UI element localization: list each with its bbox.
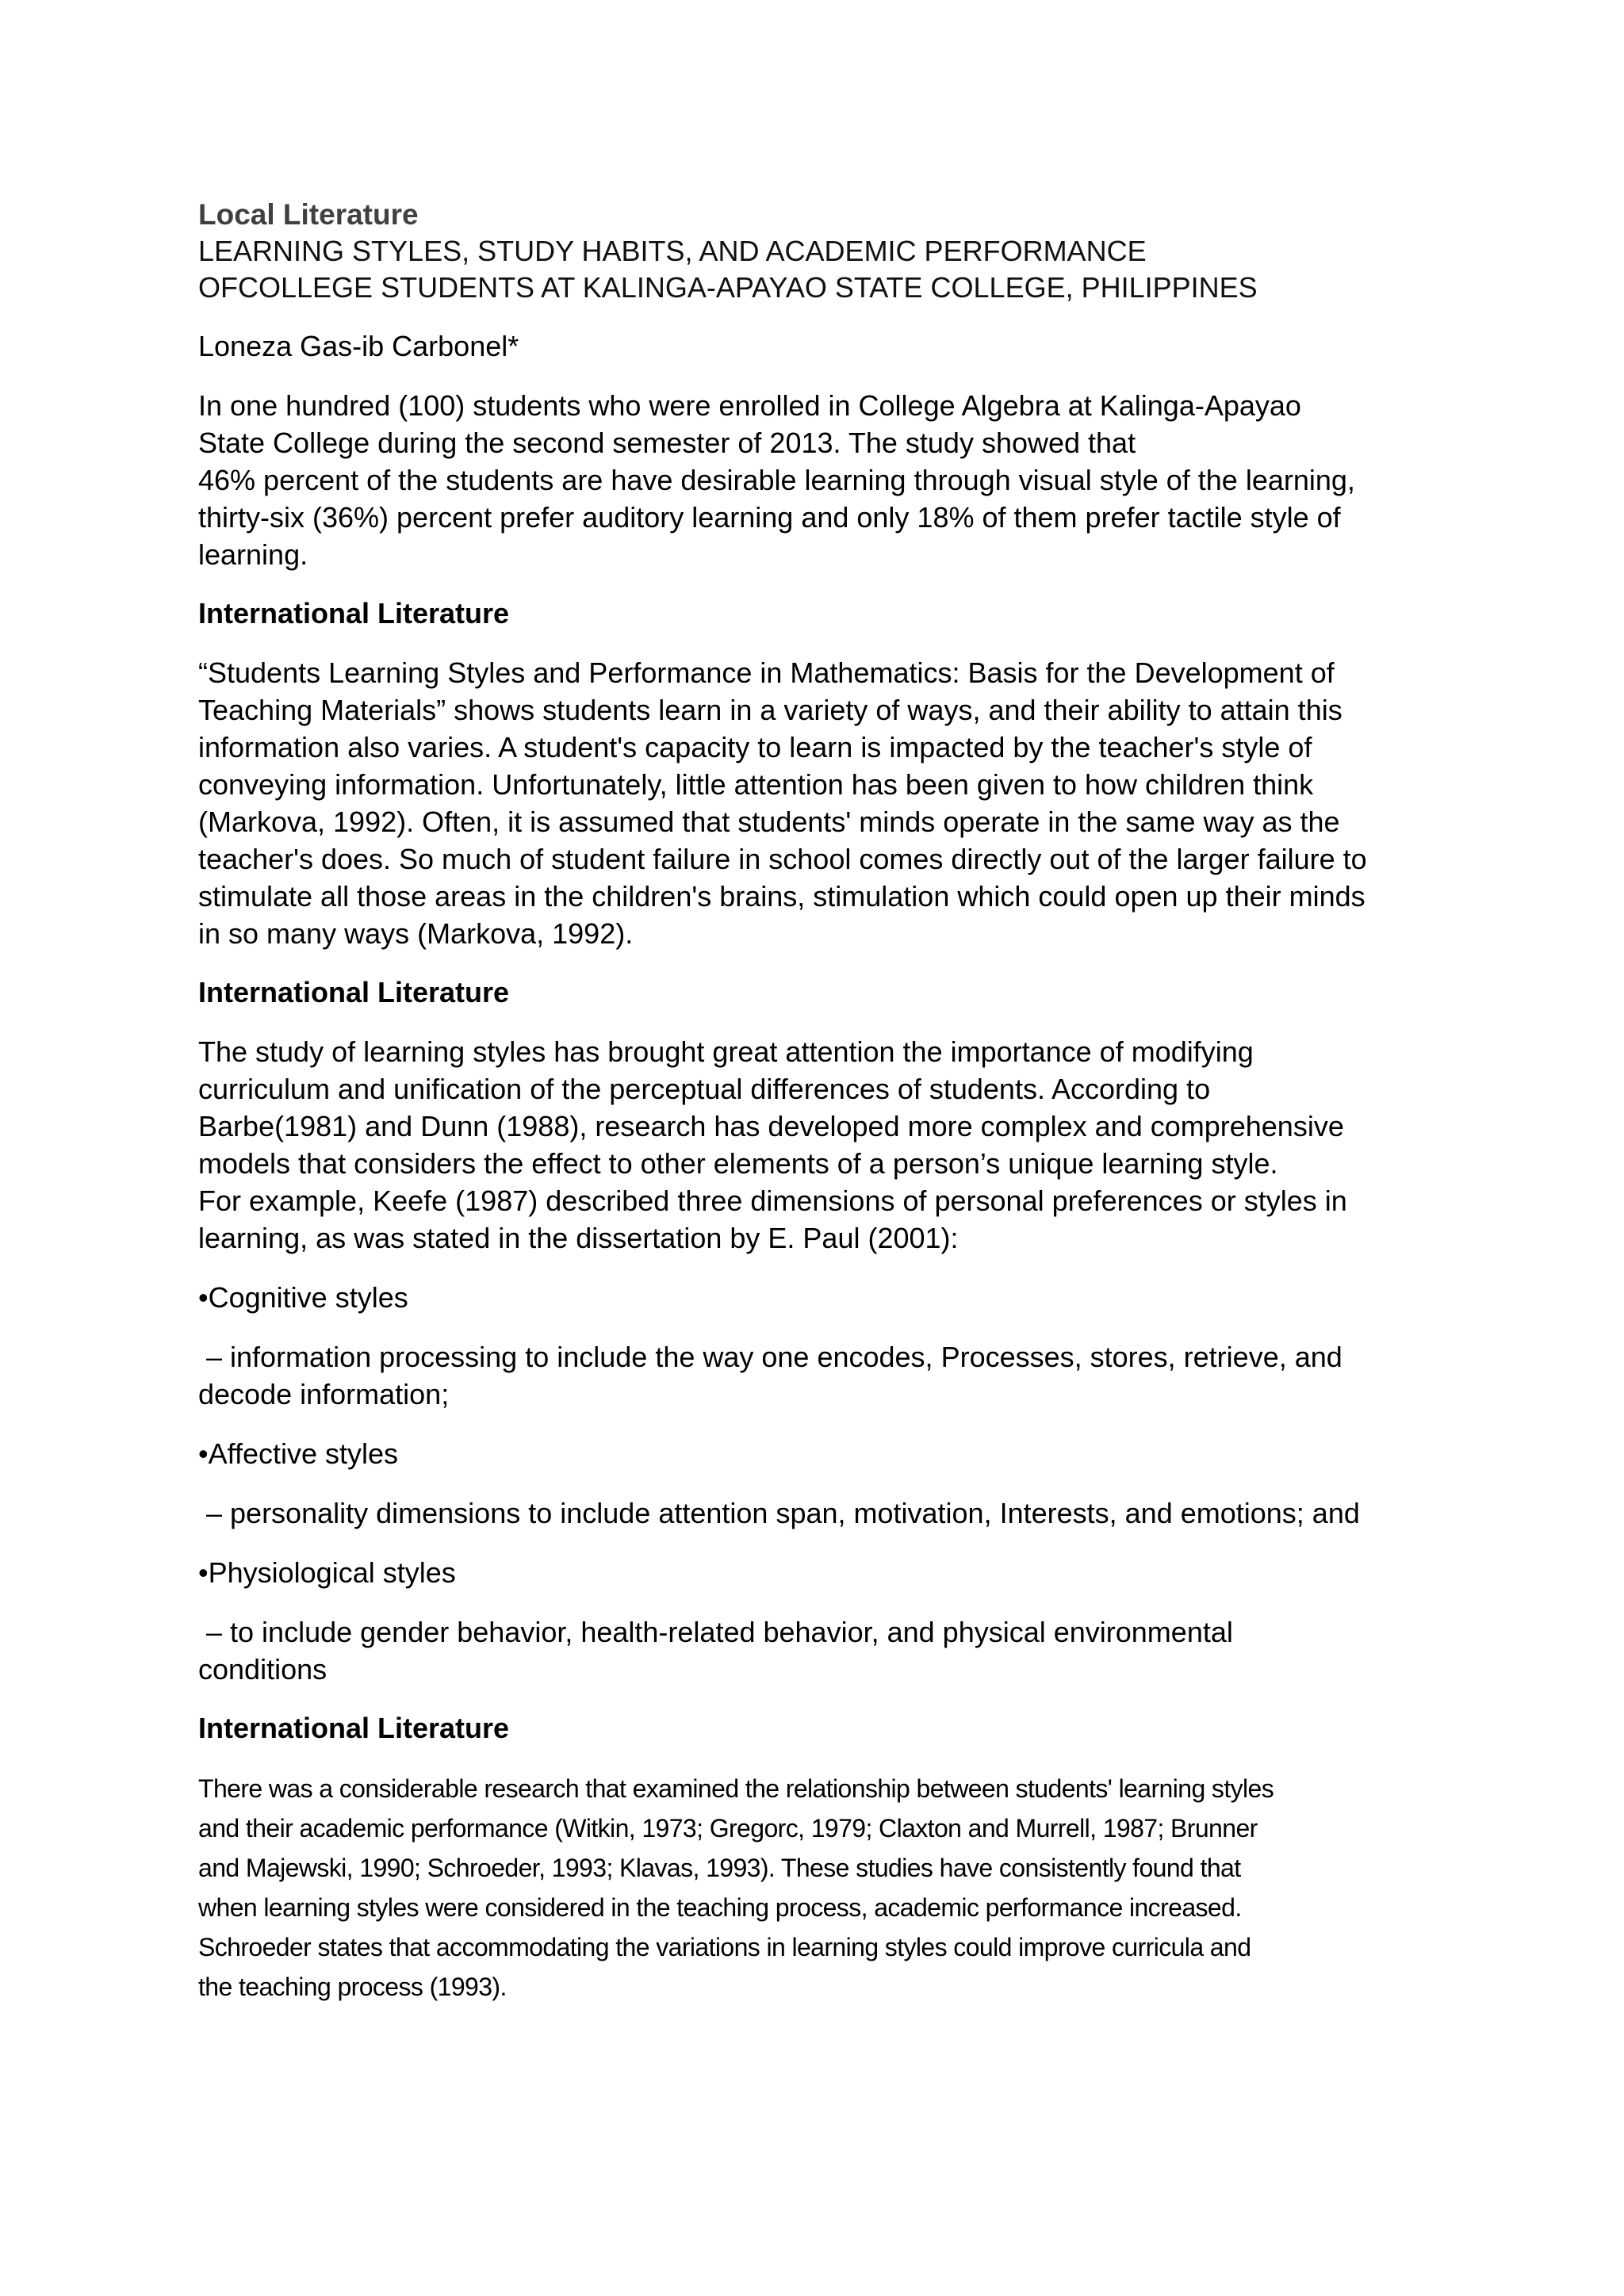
paragraph-line: Barbe(1981) and Dunn (1988), research has developed more complex and comprehensive xyxy=(198,1110,1344,1142)
paragraph-line: and their academic performance (Witkin, 1973; Gregorc, 1979; Claxton and Murrell, 1987; Brunner xyxy=(198,1814,1258,1843)
paragraph-line: thirty-six (36%) percent prefer auditory learning and only 18% of them prefer tactile style of xyxy=(198,501,1341,534)
style-physiological-description xyxy=(198,1613,1451,1688)
description-line: – information processing to include the way one encodes, Processes, stores, retrieve, and xyxy=(198,1341,1342,1373)
paragraph-line: when learning styles were considered in the teaching process, academic performance increased. xyxy=(198,1893,1242,1922)
paragraph-line: (Markova, 1992). Often, it is assumed that students' minds operate in the same way as the xyxy=(198,806,1340,838)
international-paragraph-1 xyxy=(198,654,1451,952)
international-literature-heading-1: International Literature xyxy=(198,597,510,629)
description-line: – to include gender behavior, health-related behavior, and physical environmental xyxy=(198,1616,1233,1648)
style-cognitive-description xyxy=(198,1338,1451,1413)
description-line: – personality dimensions to include attention span, motivation, Interests, and emotions; and xyxy=(198,1497,1360,1529)
paragraph-line: in so many ways (Markova, 1992). xyxy=(198,917,634,950)
paragraph-line: the teaching process (1993). xyxy=(198,1973,507,2001)
paragraph-line: State College during the second semester of 2013. The study showed that xyxy=(198,427,1136,459)
paragraph-line: models that considers the effect to other elements of a person’s unique learning style. xyxy=(198,1147,1278,1180)
paragraph-line: and Majewski, 1990; Schroeder, 1993; Klavas, 1993). These studies have consistently found that xyxy=(198,1854,1241,1882)
description-line: decode information; xyxy=(198,1378,450,1410)
author-name: Loneza Gas-ib Carbonel* xyxy=(198,330,519,362)
style-affective-name: •Affective styles xyxy=(198,1437,399,1470)
paragraph-line: teacher's does. So much of student failure in school comes directly out of the larger failure to xyxy=(198,843,1367,875)
paragraph-line: curriculum and unification of the perceptual differences of students. According to xyxy=(198,1073,1211,1105)
paragraph-line: The study of learning styles has brought great attention the importance of modifying xyxy=(198,1035,1254,1068)
paragraph-line: There was a considerable research that examined the relationship between students' learning styles xyxy=(198,1774,1274,1803)
study-title-line-2: OFCOLLEGE STUDENTS AT KALINGA-APAYAO STATE COLLEGE, PHILIPPINES xyxy=(198,271,1258,304)
paragraph-line: learning. xyxy=(198,538,308,571)
style-affective-description xyxy=(198,1494,1451,1532)
international-literature-heading-3: International Literature xyxy=(198,1712,510,1744)
document-page xyxy=(198,197,1451,2007)
paragraph-line: 46% percent of the students are have desirable learning through visual style of the learning, xyxy=(198,464,1355,496)
paragraph-line: information also varies. A student's capacity to learn is impacted by the teacher's style of xyxy=(198,731,1312,763)
style-physiological-name: •Physiological styles xyxy=(198,1556,456,1589)
paragraph-line: Schroeder states that accommodating the variations in learning styles could improve curricula and xyxy=(198,1933,1251,1961)
style-cognitive-name: •Cognitive styles xyxy=(198,1281,408,1314)
international-paragraph-3 xyxy=(198,1769,1451,2007)
international-literature-heading-2: International Literature xyxy=(198,976,510,1008)
paragraph-line: For example, Keefe (1987) described three dimensions of personal preferences or styles in xyxy=(198,1184,1347,1217)
international-paragraph-2 xyxy=(198,1033,1451,1257)
paragraph-line: Teaching Materials” shows students learn in a variety of ways, and their ability to attain this xyxy=(198,694,1342,726)
local-literature-heading: Local Literature xyxy=(198,198,419,231)
paragraph-line: learning, as was stated in the dissertation by E. Paul (2001): xyxy=(198,1222,959,1254)
study-title-line-1: LEARNING STYLES, STUDY HABITS, AND ACADEMIC PERFORMANCE xyxy=(198,235,1147,267)
paragraph-line: stimulate all those areas in the children's brains, stimulation which could open up their minds xyxy=(198,880,1365,913)
paragraph-line: “Students Learning Styles and Performance in Mathematics: Basis for the Development of xyxy=(198,656,1335,689)
description-line: conditions xyxy=(198,1653,327,1686)
paragraph-line: conveying information. Unfortunately, little attention has been given to how children think xyxy=(198,768,1314,801)
paragraph-line: In one hundred (100) students who were enrolled in College Algebra at Kalinga-Apayao xyxy=(198,389,1301,422)
local-paragraph xyxy=(198,387,1451,573)
